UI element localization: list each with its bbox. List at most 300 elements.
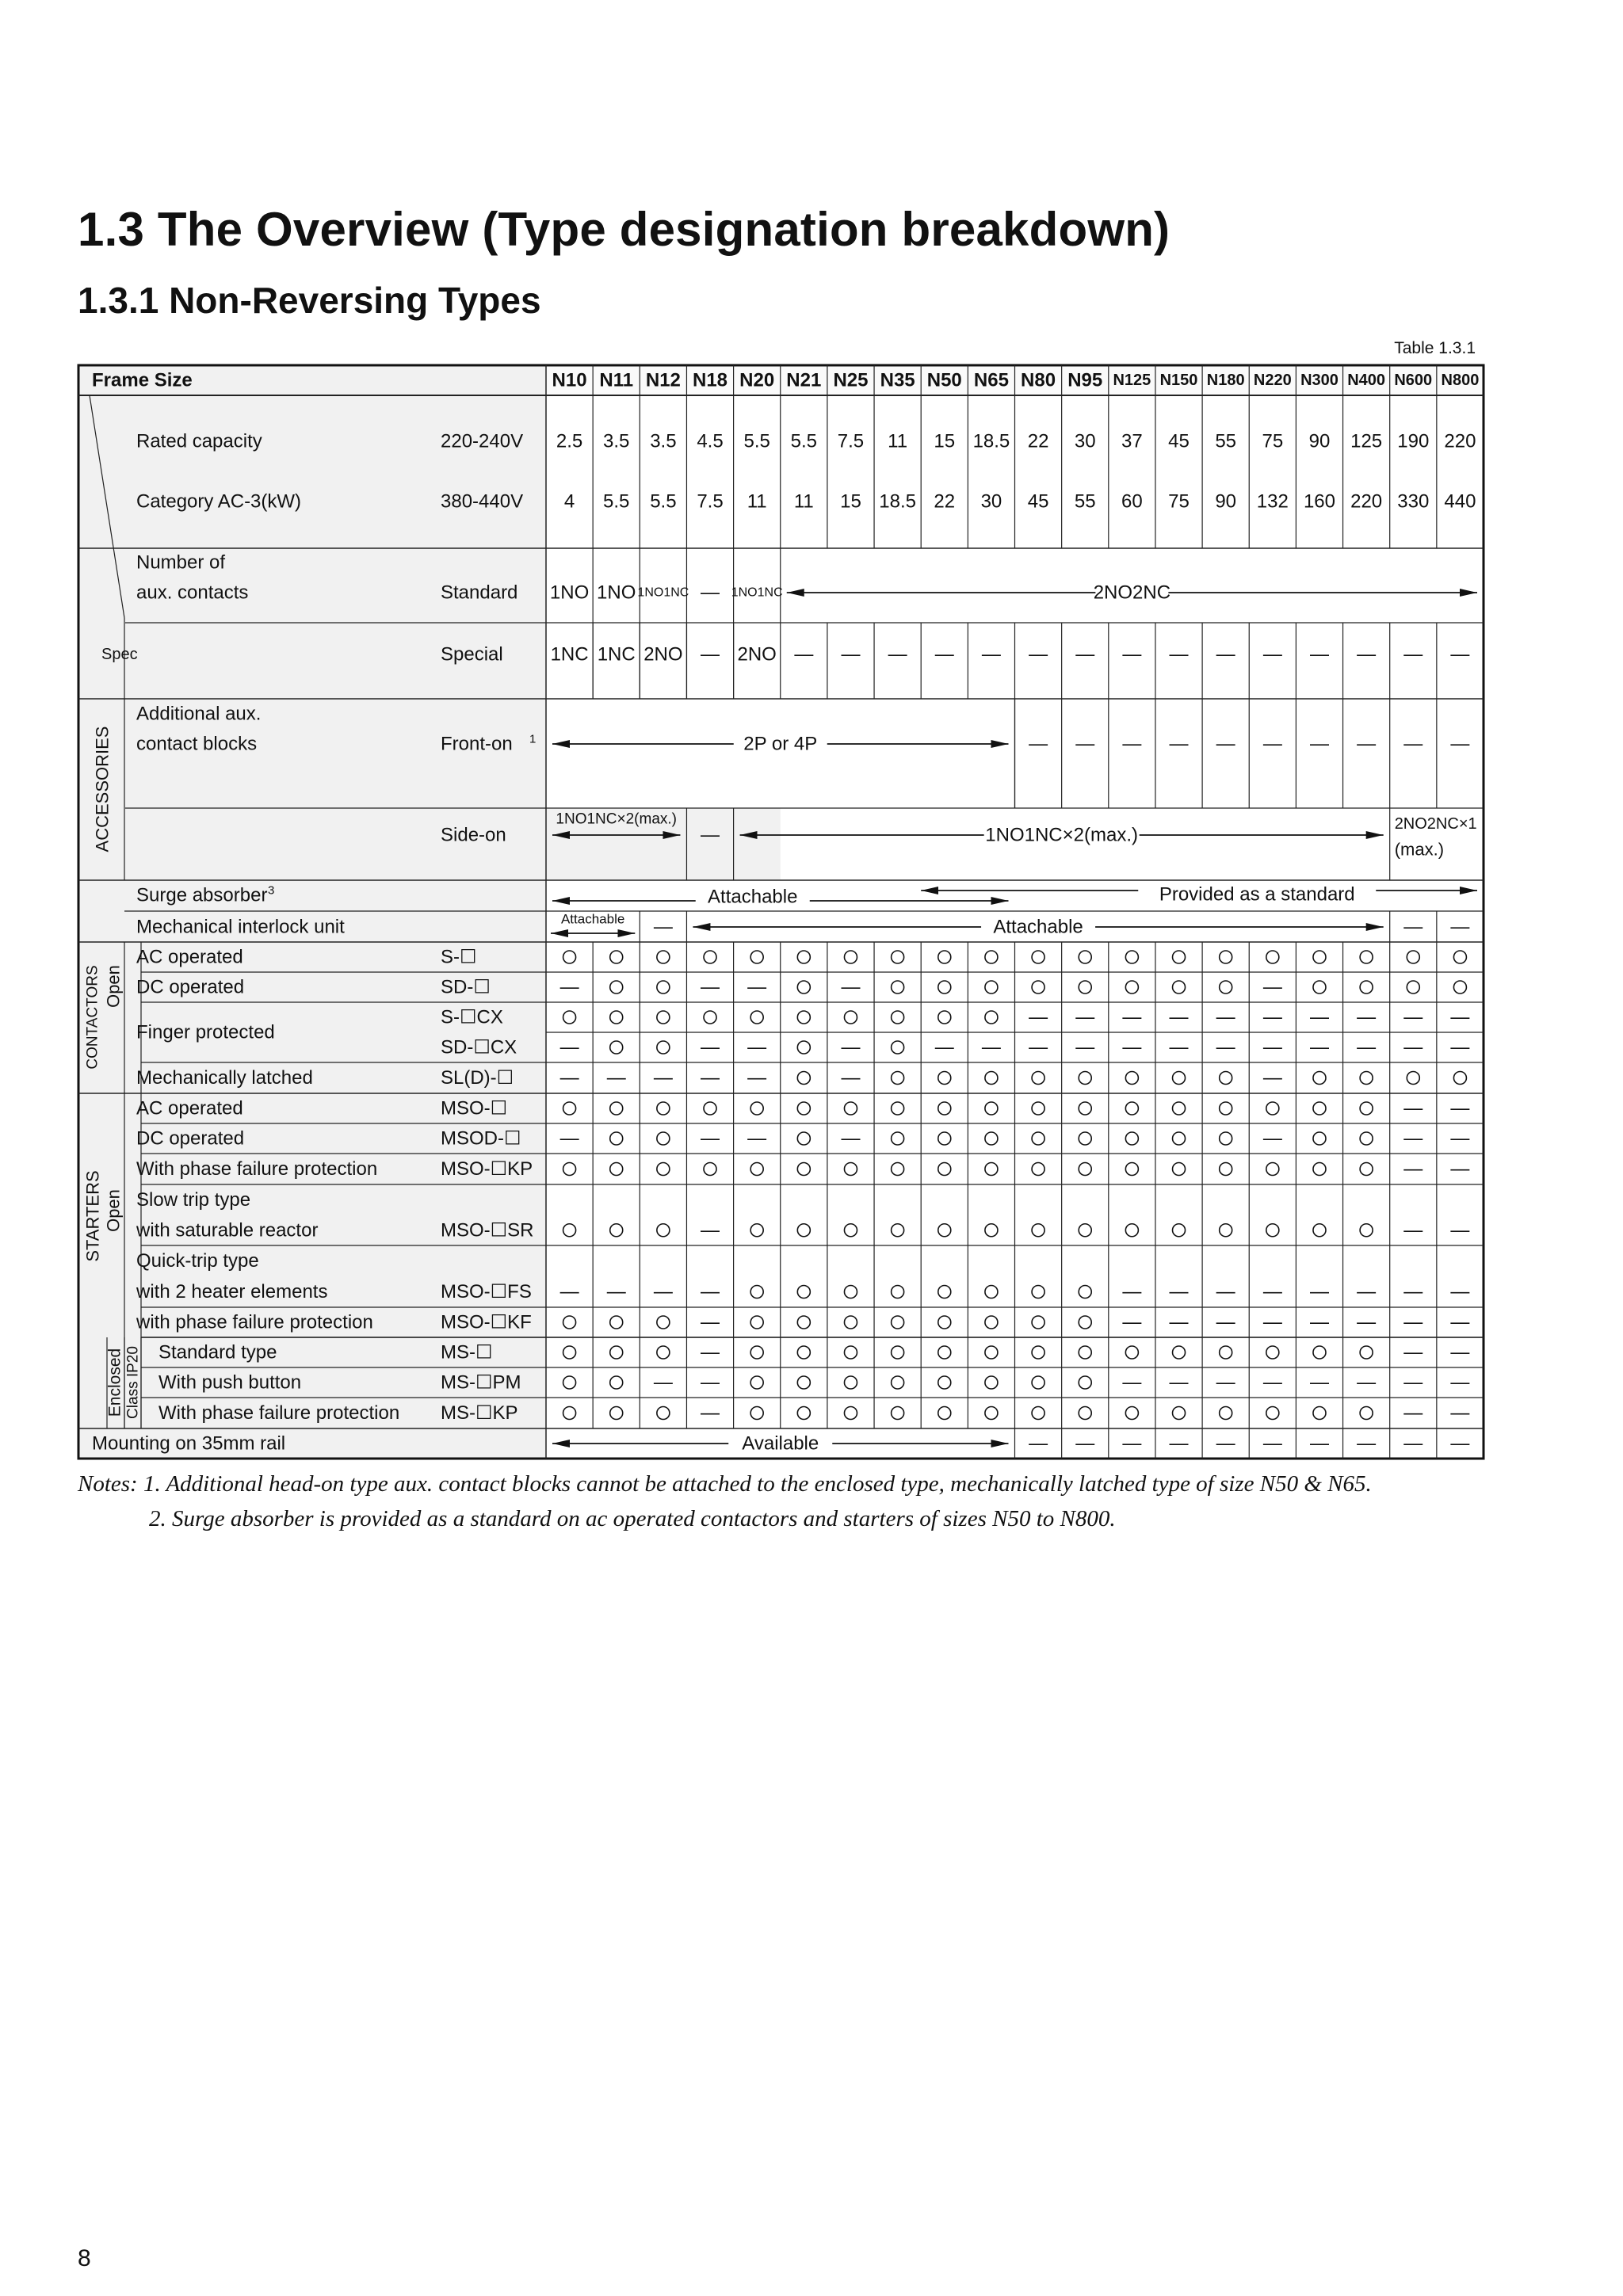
available-mark-N95 [1079,1102,1091,1115]
unavailable-mark-N220: — [1262,1281,1282,1302]
available-mark-N25 [844,1102,857,1115]
unavailable-mark-N220: — [1262,1036,1282,1058]
unavailable-mark-N18: — [701,1371,720,1394]
unavailable-mark-N20: — [747,1036,767,1058]
unavailable-mark-N180: — [1216,1281,1235,1302]
rated-capacity-label: Rated capacity [136,430,262,452]
matrix-code-11: MS-☐ [441,1341,493,1363]
available-mark-N11 [610,951,623,963]
available-mark-N20 [750,1407,763,1420]
available-mark-N21 [797,1163,810,1176]
available-mark-N25 [844,1286,857,1299]
unavailable-mark-N20: — [747,1127,767,1150]
matrix-code-6: MSOD-☐ [441,1127,521,1150]
rated-capacity-N220: 75 [1262,430,1284,452]
available-mark-N21 [797,1072,810,1085]
available-mark-N18 [704,1011,716,1024]
available-mark-N150 [1173,1132,1186,1145]
unavailable-mark-N18: — [701,1036,720,1058]
available-mark-N12 [657,1163,670,1176]
category-ac3-N800: 440 [1444,490,1476,513]
surge-standard-label: Provided as a standard [1159,883,1355,906]
available-mark-N25 [844,951,857,963]
available-mark-N12 [657,1407,670,1420]
unavailable-mark-N12: — [653,1371,673,1394]
unavailable-mark-N12: — [653,1067,673,1089]
special-N400: — [1357,643,1377,666]
matrix-code-10: MSO-☐KF [441,1311,532,1333]
available-mark-N35 [892,1011,904,1024]
rated-capacity-N18: 4.5 [697,430,724,452]
available-mark-N80 [1032,951,1044,963]
mounting-N95: — [1075,1432,1095,1455]
aux-contacts-label-2: aux. contacts [136,582,249,604]
matrix-code-2: S-☐CX [441,1006,503,1028]
standard-span-label: 2NO2NC [1093,582,1171,604]
available-mark-N95 [1079,1346,1091,1359]
rated-capacity-N80: 22 [1027,430,1049,452]
unavailable-mark-N600: — [1403,1341,1423,1363]
available-mark-N10 [563,951,576,963]
unavailable-mark-N800: — [1450,1006,1470,1028]
front-on-N600: — [1403,733,1423,755]
available-mark-N21 [797,1224,810,1237]
available-mark-N150 [1173,1072,1186,1085]
unavailable-mark-N25: — [841,976,861,998]
unavailable-mark-N600: — [1403,1036,1423,1058]
available-mark-N125 [1125,951,1138,963]
unavailable-mark-N80: — [1029,1036,1048,1058]
available-mark-N12 [657,1224,670,1237]
unavailable-mark-N10: — [559,1281,579,1302]
available-mark-N11 [610,1224,623,1237]
available-mark-N50 [938,1102,951,1115]
available-mark-N12 [657,1041,670,1054]
unavailable-mark-N600: — [1403,1219,1423,1241]
available-mark-N95 [1079,1224,1091,1237]
unavailable-mark-N180: — [1216,1371,1235,1394]
size-header-N21: N21 [786,369,822,391]
available-mark-N25 [844,1346,857,1359]
unavailable-mark-N800: — [1450,1311,1470,1333]
available-mark-N400 [1360,1102,1373,1115]
available-mark-N21 [797,1132,810,1145]
available-mark-N12 [657,981,670,994]
available-mark-N125 [1125,981,1138,994]
available-mark-N25 [844,1163,857,1176]
size-header-N600: N600 [1394,372,1433,389]
unavailable-mark-N80: — [1029,1006,1048,1028]
category-ac3-N80: 45 [1027,490,1049,513]
matrix-code-4: SL(D)-☐ [441,1067,514,1089]
unavailable-mark-N18: — [701,976,720,998]
special-N95: — [1075,643,1095,666]
available-mark-N12 [657,1316,670,1329]
category-ac3-N125: 60 [1121,490,1143,513]
size-header-N220: N220 [1253,372,1292,389]
available-mark-N95 [1079,1407,1091,1420]
unavailable-mark-N125: — [1122,1311,1142,1333]
size-header-N18: N18 [693,369,728,391]
available-mark-N11 [610,1163,623,1176]
unavailable-mark-N150: — [1169,1281,1189,1302]
unavailable-mark-N50: — [934,1036,954,1058]
rated-capacity-N400: 125 [1350,430,1383,452]
front-on-N300: — [1309,733,1329,755]
matrix-code-1: SD-☐ [441,976,491,998]
standard-N11: 1NO [597,582,636,604]
unavailable-mark-N220: — [1262,1311,1282,1333]
unavailable-mark-N18: — [701,1127,720,1150]
available-mark-N65 [985,1286,998,1299]
category-ac3-N12: 5.5 [650,490,677,513]
unavailable-mark-N800: — [1450,1036,1470,1058]
available-mark-N11 [610,1132,623,1145]
side-on-N18: — [701,824,720,846]
mounting-N400: — [1357,1432,1377,1455]
mounting-N220: — [1262,1432,1282,1455]
rated-capacity-voltage: 220-240V [441,430,524,452]
unavailable-mark-N220: — [1262,1371,1282,1394]
available-mark-N800 [1453,981,1466,994]
open-group-label: Open [103,965,124,1008]
unavailable-mark-N12: — [653,1281,673,1302]
starters-group-label: STARTERS [82,1170,103,1262]
rated-capacity-N65: 18.5 [972,430,1010,452]
unavailable-mark-N600: — [1403,1127,1423,1150]
front-on-N220: — [1262,733,1282,755]
available-mark-N35 [892,1163,904,1176]
side-on-right-label-2: (max.) [1394,839,1445,860]
mounting-N180: — [1216,1432,1235,1455]
matrix-label-5: AC operated [136,1097,243,1119]
unavailable-mark-N300: — [1309,1311,1329,1333]
category-ac3-N25: 15 [840,490,861,513]
matrix-label-1: DC operated [136,976,245,998]
available-mark-N20 [750,1346,763,1359]
available-mark-N20 [750,1011,763,1024]
available-mark-N800 [1453,1072,1466,1085]
unavailable-mark-N10: — [559,976,579,998]
available-mark-N65 [985,1163,998,1176]
unavailable-mark-N18: — [701,1219,720,1241]
available-mark-N50 [938,1011,951,1024]
available-mark-N125 [1125,1224,1138,1237]
unavailable-mark-N180: — [1216,1311,1235,1333]
matrix-label-2: Finger protected [136,1021,275,1043]
class-ip20-group-label: Class IP20 [124,1346,142,1419]
available-mark-N12 [657,1102,670,1115]
available-mark-N95 [1079,981,1091,994]
matrix-label2-8: with saturable reactor [136,1219,319,1241]
special-N11: 1NC [597,643,636,666]
available-mark-N180 [1220,1346,1232,1359]
side-on-right-label-1: 2NO2NC×1 [1394,815,1477,833]
available-mark-N400 [1360,1407,1373,1420]
standard-label: Standard [441,582,518,604]
note-1: Notes: 1. Additional head-on type aux. contact blocks cannot be attached to the enclosed type, mechanically latched type of size N50 & N65. [78,1471,1372,1497]
size-header-N300: N300 [1300,372,1338,389]
mounting-N125: — [1122,1432,1142,1455]
available-mark-N65 [985,1316,998,1329]
available-mark-N12 [657,1346,670,1359]
front-on-label: Front-on [441,733,513,755]
special-N20: 2NO [737,643,777,666]
available-mark-N20 [750,1163,763,1176]
available-mark-N50 [938,1224,951,1237]
unavailable-mark-N400: — [1357,1006,1377,1028]
acc-label-bg [78,699,546,880]
unavailable-mark-N125: — [1122,1006,1142,1028]
size-header-N12: N12 [645,369,681,391]
available-mark-N12 [657,1132,670,1145]
matrix-code-7: MSO-☐KP [441,1158,533,1180]
size-header-N65: N65 [973,369,1009,391]
special-N21: — [794,643,814,666]
available-mark-N400 [1360,981,1373,994]
category-ac3-N11: 5.5 [603,490,630,513]
mounting-N300: — [1309,1432,1329,1455]
available-mark-N150 [1173,1102,1186,1115]
special-N50: — [934,643,954,666]
front-on-N125: — [1122,733,1142,755]
available-mark-N180 [1220,1132,1232,1145]
available-mark-N25 [844,1224,857,1237]
rated-capacity-N35: 11 [888,430,908,452]
available-mark-N95 [1079,1316,1091,1329]
side-on-span-label: 1NO1NC×2(max.) [985,824,1139,846]
unavailable-mark-N180: — [1216,1036,1235,1058]
available-mark-N80 [1032,1316,1044,1329]
available-mark-N400 [1360,1132,1373,1145]
available-mark-N35 [892,1346,904,1359]
unavailable-mark-N150: — [1169,1036,1189,1058]
available-mark-N220 [1266,951,1279,963]
available-mark-N150 [1173,981,1186,994]
special-N12: 2NO [643,643,683,666]
available-mark-N25 [844,1011,857,1024]
available-mark-N180 [1220,951,1232,963]
interlock-N800: — [1450,916,1470,938]
available-mark-N10 [563,1407,576,1420]
unavailable-mark-N10: — [559,1036,579,1058]
available-mark-N95 [1079,1132,1091,1145]
available-mark-N80 [1032,1286,1044,1299]
available-mark-N11 [610,1407,623,1420]
available-mark-N50 [938,1072,951,1085]
available-mark-N11 [610,1346,623,1359]
category-ac3-N50: 22 [934,490,956,513]
unavailable-mark-N600: — [1403,1371,1423,1394]
available-mark-N21 [797,1407,810,1420]
available-mark-N300 [1313,1132,1326,1145]
unavailable-mark-N10: — [559,1127,579,1150]
unavailable-mark-N800: — [1450,1371,1470,1394]
available-mark-N65 [985,1011,998,1024]
unavailable-mark-N600: — [1403,1006,1423,1028]
available-mark-N220 [1266,1163,1279,1176]
available-mark-N21 [797,1376,810,1389]
interlock-span-label: Attachable [993,916,1083,938]
unavailable-mark-N300: — [1309,1036,1329,1058]
available-mark-N65 [985,1132,998,1145]
surge-absorber-label: Surge absorber [136,884,268,906]
available-mark-N80 [1032,1163,1044,1176]
front-on-N150: — [1169,733,1189,755]
rated-capacity-N25: 7.5 [837,430,865,452]
available-mark-N50 [938,1346,951,1359]
available-mark-N11 [610,1041,623,1054]
available-mark-N400 [1360,1163,1373,1176]
unavailable-mark-N220: — [1262,1127,1282,1150]
available-mark-N21 [797,1316,810,1329]
standard-N10: 1NO [549,582,590,604]
available-mark-N21 [797,1102,810,1115]
unavailable-mark-N18: — [701,1341,720,1363]
category-ac3-voltage: 380-440V [441,490,524,513]
available-mark-N600 [1407,981,1419,994]
available-mark-N50 [938,1132,951,1145]
unavailable-mark-N800: — [1450,1219,1470,1241]
available-mark-N95 [1079,1376,1091,1389]
available-mark-N80 [1032,1132,1044,1145]
accessories-group-label: ACCESSORIES [92,726,113,852]
unavailable-mark-N400: — [1357,1311,1377,1333]
available-mark-N20 [750,1224,763,1237]
available-mark-N150 [1173,951,1186,963]
rated-capacity-N11: 3.5 [603,430,630,452]
category-ac3-N150: 75 [1168,490,1190,513]
special-N150: — [1169,643,1189,666]
special-N65: — [981,643,1001,666]
unavailable-mark-N800: — [1450,1341,1470,1363]
unavailable-mark-N150: — [1169,1006,1189,1028]
available-mark-N600 [1407,951,1419,963]
available-mark-N20 [750,1376,763,1389]
available-mark-N150 [1173,1407,1186,1420]
unavailable-mark-N180: — [1216,1006,1235,1028]
matrix-code-3: SD-☐CX [441,1036,517,1058]
unavailable-mark-N11: — [606,1067,626,1089]
available-mark-N95 [1079,1163,1091,1176]
available-mark-N18 [704,1102,716,1115]
additional-aux-label-1: Additional aux. [136,703,262,725]
unavailable-mark-N95: — [1075,1036,1095,1058]
available-mark-N35 [892,1316,904,1329]
available-mark-N18 [704,951,716,963]
available-mark-N125 [1125,1407,1138,1420]
matrix-code-0: S-☐ [441,946,477,968]
available-mark-N65 [985,1224,998,1237]
available-mark-N12 [657,1011,670,1024]
matrix-label-0: AC operated [136,946,243,968]
front-on-superscript: 1 [529,732,537,746]
available-mark-N35 [892,981,904,994]
available-mark-N180 [1220,981,1232,994]
front-on-N80: — [1029,733,1048,755]
size-header-N180: N180 [1206,372,1245,389]
special-N80: — [1029,643,1048,666]
category-ac3-N400: 220 [1350,490,1383,513]
available-mark-N300 [1313,1072,1326,1085]
special-N180: — [1216,643,1235,666]
special-N300: — [1309,643,1329,666]
matrix-label-4: Mechanically latched [136,1067,313,1089]
available-mark-N180 [1220,1163,1232,1176]
size-header-N50: N50 [926,369,962,391]
unavailable-mark-N220: — [1262,1006,1282,1028]
available-mark-N125 [1125,1102,1138,1115]
matrix-label-11: Standard type [158,1341,277,1363]
special-N10: 1NC [550,643,589,666]
available-mark-N10 [563,1224,576,1237]
available-mark-N35 [892,951,904,963]
unavailable-mark-N220: — [1262,976,1282,998]
available-mark-N80 [1032,1102,1044,1115]
category-ac3-N20: 11 [747,490,767,513]
available-mark-N65 [985,1102,998,1115]
special-N800: — [1450,643,1470,666]
unavailable-mark-N18: — [701,1281,720,1302]
unavailable-mark-N300: — [1309,1371,1329,1394]
standard-N18: — [701,582,720,604]
available-mark-N125 [1125,1346,1138,1359]
category-ac3-N600: 330 [1397,490,1430,513]
page-title: 1.3 The Overview (Type designation breakdown) [78,203,1170,256]
category-ac3-label: Category AC-3(kW) [136,490,302,513]
available-mark-N21 [797,1041,810,1054]
matrix-label-13: With phase failure protection [158,1402,400,1424]
available-mark-N400 [1360,951,1373,963]
category-ac3-N65: 30 [980,490,1002,513]
available-mark-N600 [1407,1072,1419,1085]
unavailable-mark-N11: — [606,1281,626,1302]
interlock-N12: — [653,916,673,938]
available-mark-N150 [1173,1224,1186,1237]
open-group-label-2: Open [103,1189,124,1232]
available-mark-N25 [844,1407,857,1420]
available-mark-N50 [938,1286,951,1299]
frame-size-label: Frame Size [92,369,193,391]
mounting-N600: — [1403,1432,1423,1455]
available-mark-N11 [610,1102,623,1115]
contactors-group-label: CONTACTORS [84,965,101,1070]
size-header-N400: N400 [1347,372,1386,389]
rated-capacity-N95: 30 [1074,430,1096,452]
unavailable-mark-N800: — [1450,1097,1470,1119]
category-ac3-N21: 11 [793,490,814,513]
available-mark-N400 [1360,1224,1373,1237]
standard-N12: 1NO1NC [637,585,689,600]
available-mark-N10 [563,1163,576,1176]
mounting-label: Mounting on 35mm rail [92,1432,286,1455]
available-mark-N10 [563,1316,576,1329]
rated-capacity-N20: 5.5 [743,430,770,452]
size-header-N35: N35 [880,369,915,391]
matrix-code-5: MSO-☐ [441,1097,508,1119]
unavailable-mark-N18: — [701,1311,720,1333]
available-mark-N220 [1266,1407,1279,1420]
available-mark-N35 [892,1041,904,1054]
surge-attachable-label: Attachable [708,886,798,908]
available-mark-N25 [844,1376,857,1389]
available-mark-N95 [1079,1072,1091,1085]
rated-capacity-N180: 55 [1215,430,1237,452]
matrix-code-9: MSO-☐FS [441,1281,532,1302]
matrix-code-13: MS-☐KP [441,1402,518,1424]
available-mark-N125 [1125,1163,1138,1176]
size-header-N800: N800 [1441,372,1480,389]
